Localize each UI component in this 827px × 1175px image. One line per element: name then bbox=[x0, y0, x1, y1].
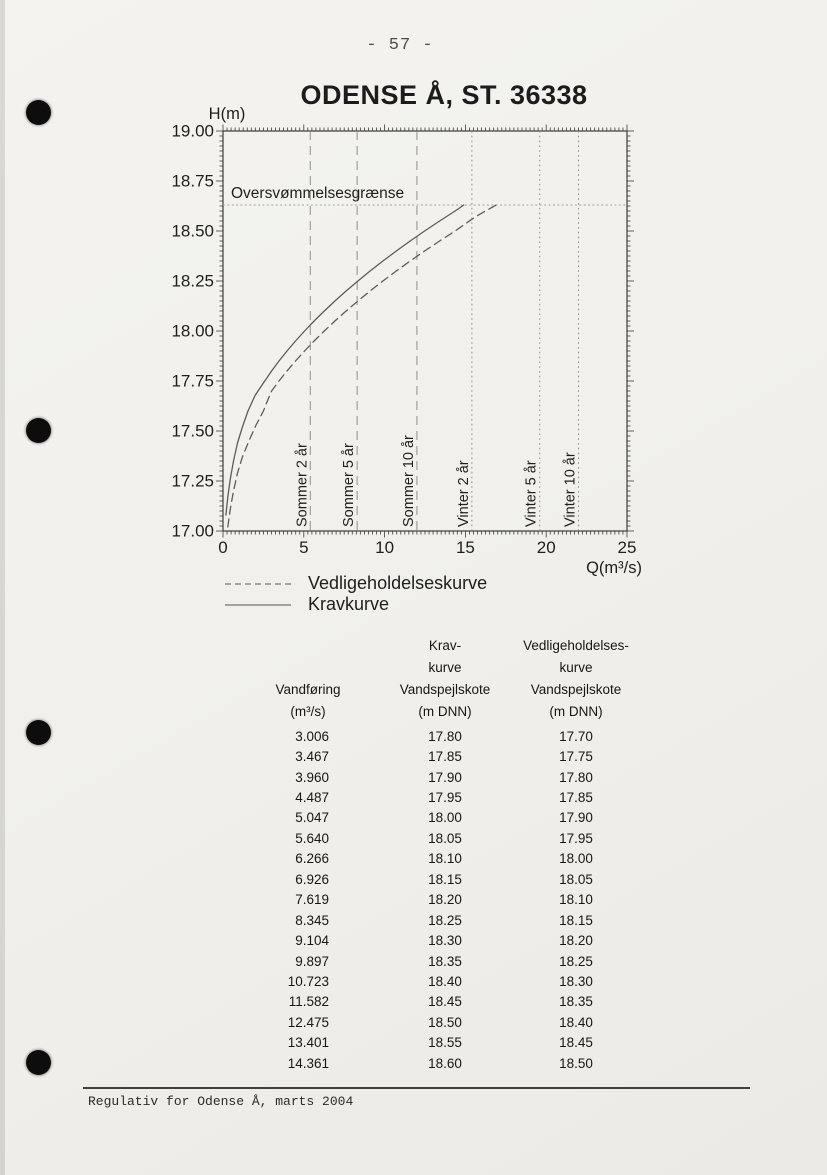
table-cell: 18.60 bbox=[428, 1055, 462, 1071]
table-cell: 18.50 bbox=[559, 1055, 593, 1071]
header-krav-unit: (m DNN) bbox=[418, 703, 472, 719]
y-tick-label: 19.00 bbox=[171, 121, 214, 141]
legend-label: Kravkurve bbox=[308, 594, 390, 614]
legend-row-maintenance bbox=[225, 573, 487, 594]
table-cell: 3.006 bbox=[295, 728, 329, 744]
table-cell: 8.345 bbox=[295, 912, 329, 928]
table-cell: 18.00 bbox=[428, 810, 462, 826]
table-cell: 18.50 bbox=[428, 1014, 462, 1030]
y-tick-label: 18.25 bbox=[171, 271, 214, 291]
header-flow-title: Vandføring bbox=[275, 681, 341, 697]
x-tick-label: 10 bbox=[375, 538, 395, 557]
table-cell: 17.90 bbox=[428, 769, 462, 785]
y-tick-label: 18.00 bbox=[171, 321, 214, 341]
table-cell: 17.90 bbox=[559, 810, 593, 826]
page-number: - 57 - bbox=[366, 36, 434, 55]
y-tick-label: 17.75 bbox=[171, 371, 214, 391]
table-cell: 18.25 bbox=[428, 912, 462, 928]
table-cell: 6.266 bbox=[295, 851, 329, 867]
legend-row-requirement bbox=[225, 594, 487, 615]
table-cell: 17.70 bbox=[559, 728, 593, 744]
event-line-label: Sommer 10 år bbox=[400, 435, 417, 527]
punch-hole bbox=[26, 1050, 51, 1075]
table-cell: 11.582 bbox=[288, 994, 329, 1010]
header-krav-group2: kurve bbox=[428, 659, 462, 675]
table-cell: 18.35 bbox=[559, 994, 593, 1010]
table-cell: 18.55 bbox=[428, 1035, 462, 1051]
header-flow-unit: (m³/s) bbox=[290, 703, 326, 719]
table-cell: 18.40 bbox=[559, 1014, 593, 1030]
x-tick-label: 25 bbox=[617, 538, 637, 557]
table-cell: 17.75 bbox=[559, 749, 593, 765]
solid-line-swatch bbox=[225, 604, 291, 606]
header-vedl-group2: kurve bbox=[559, 659, 593, 675]
flood-limit-label: Oversvømmelsesgrænse bbox=[231, 185, 405, 202]
y-tick-label: 17.25 bbox=[171, 471, 214, 491]
x-tick-label: 20 bbox=[536, 538, 556, 557]
legend-label: Vedligeholdelseskurve bbox=[308, 573, 488, 593]
table-cell: 17.95 bbox=[428, 790, 462, 806]
header-vedl-unit: (m DNN) bbox=[549, 703, 603, 719]
table-cell: 18.10 bbox=[559, 892, 593, 908]
table-cell: 18.40 bbox=[428, 973, 462, 989]
table-cell: 18.30 bbox=[428, 933, 462, 949]
event-line-label: Vinter 2 år bbox=[455, 460, 472, 527]
table-cell: 7.619 bbox=[295, 892, 329, 908]
table-cell: 12.475 bbox=[287, 1014, 329, 1030]
y-tick-label: 18.75 bbox=[171, 171, 214, 191]
table-cell: 18.45 bbox=[428, 994, 462, 1010]
table-cell: 9.897 bbox=[295, 953, 329, 969]
table-cell: 18.25 bbox=[559, 953, 593, 969]
x-axis-title: Q(m³/s) bbox=[586, 559, 642, 577]
table-cell: 17.80 bbox=[559, 769, 593, 785]
header-vedl-group: Vedligeholdelses- bbox=[523, 637, 629, 653]
y-tick-label: 18.50 bbox=[171, 221, 214, 241]
table-header bbox=[225, 634, 629, 722]
header-krav-group: Krav- bbox=[428, 637, 462, 653]
table-cell: 17.80 bbox=[428, 728, 462, 744]
table-cell: 17.85 bbox=[559, 790, 593, 806]
table-cell: 18.20 bbox=[428, 892, 462, 908]
footer-text: Regulativ for Odense Å, marts 2004 bbox=[88, 1094, 354, 1109]
table-cell: 18.20 bbox=[559, 933, 593, 949]
dashed-line-swatch bbox=[225, 583, 291, 585]
table-cell: 18.15 bbox=[428, 871, 462, 887]
table-cell: 13.401 bbox=[287, 1035, 329, 1051]
table-cell: 3.960 bbox=[295, 769, 329, 785]
table-cell: 18.10 bbox=[428, 851, 462, 867]
table-cell: 17.95 bbox=[559, 830, 593, 846]
event-line-label: Vinter 5 år bbox=[523, 460, 540, 527]
table-cell: 18.30 bbox=[559, 973, 593, 989]
table-cell: 5.047 bbox=[295, 810, 329, 826]
event-line-label: Sommer 2 år bbox=[294, 443, 311, 527]
table-cell: 18.15 bbox=[559, 912, 593, 928]
header-vedl-title: Vandspejlskote bbox=[530, 681, 622, 697]
table-cell: 4.487 bbox=[295, 790, 329, 806]
y-tick-label: 17.00 bbox=[171, 521, 214, 541]
table-cell: 18.45 bbox=[559, 1035, 593, 1051]
x-tick-label: 5 bbox=[299, 538, 309, 557]
event-line-label: Vinter 10 år bbox=[562, 452, 579, 527]
punch-hole bbox=[26, 720, 51, 745]
x-axis-labels bbox=[218, 538, 636, 557]
header-krav-title: Vandspejlskote bbox=[399, 681, 491, 697]
event-line-label: Sommer 5 år bbox=[341, 443, 358, 527]
footer-rule bbox=[83, 1087, 750, 1089]
y-axis-title: H(m) bbox=[208, 105, 246, 123]
table-cell: 6.926 bbox=[295, 871, 329, 887]
table-cell: 18.05 bbox=[559, 871, 593, 887]
table-cell: 9.104 bbox=[295, 933, 329, 949]
table-cell: 17.85 bbox=[428, 749, 462, 765]
table-cell: 3.467 bbox=[295, 749, 329, 765]
chart-legend bbox=[225, 573, 487, 615]
table-cell: 14.361 bbox=[287, 1055, 329, 1071]
x-tick-label: 15 bbox=[455, 538, 475, 557]
chart-title: ODENSE Å, ST. 36338 bbox=[300, 80, 588, 110]
y-tick-label: 17.50 bbox=[171, 421, 214, 441]
table-cell: 18.05 bbox=[428, 830, 462, 846]
table-cell: 5.640 bbox=[295, 830, 329, 846]
x-tick-label: 0 bbox=[218, 538, 228, 557]
table-body bbox=[225, 726, 607, 1073]
table-cell: 18.00 bbox=[559, 851, 593, 867]
y-axis-labels bbox=[171, 122, 214, 541]
table-cell: 10.723 bbox=[287, 973, 329, 989]
table-cell: 18.35 bbox=[428, 953, 462, 969]
